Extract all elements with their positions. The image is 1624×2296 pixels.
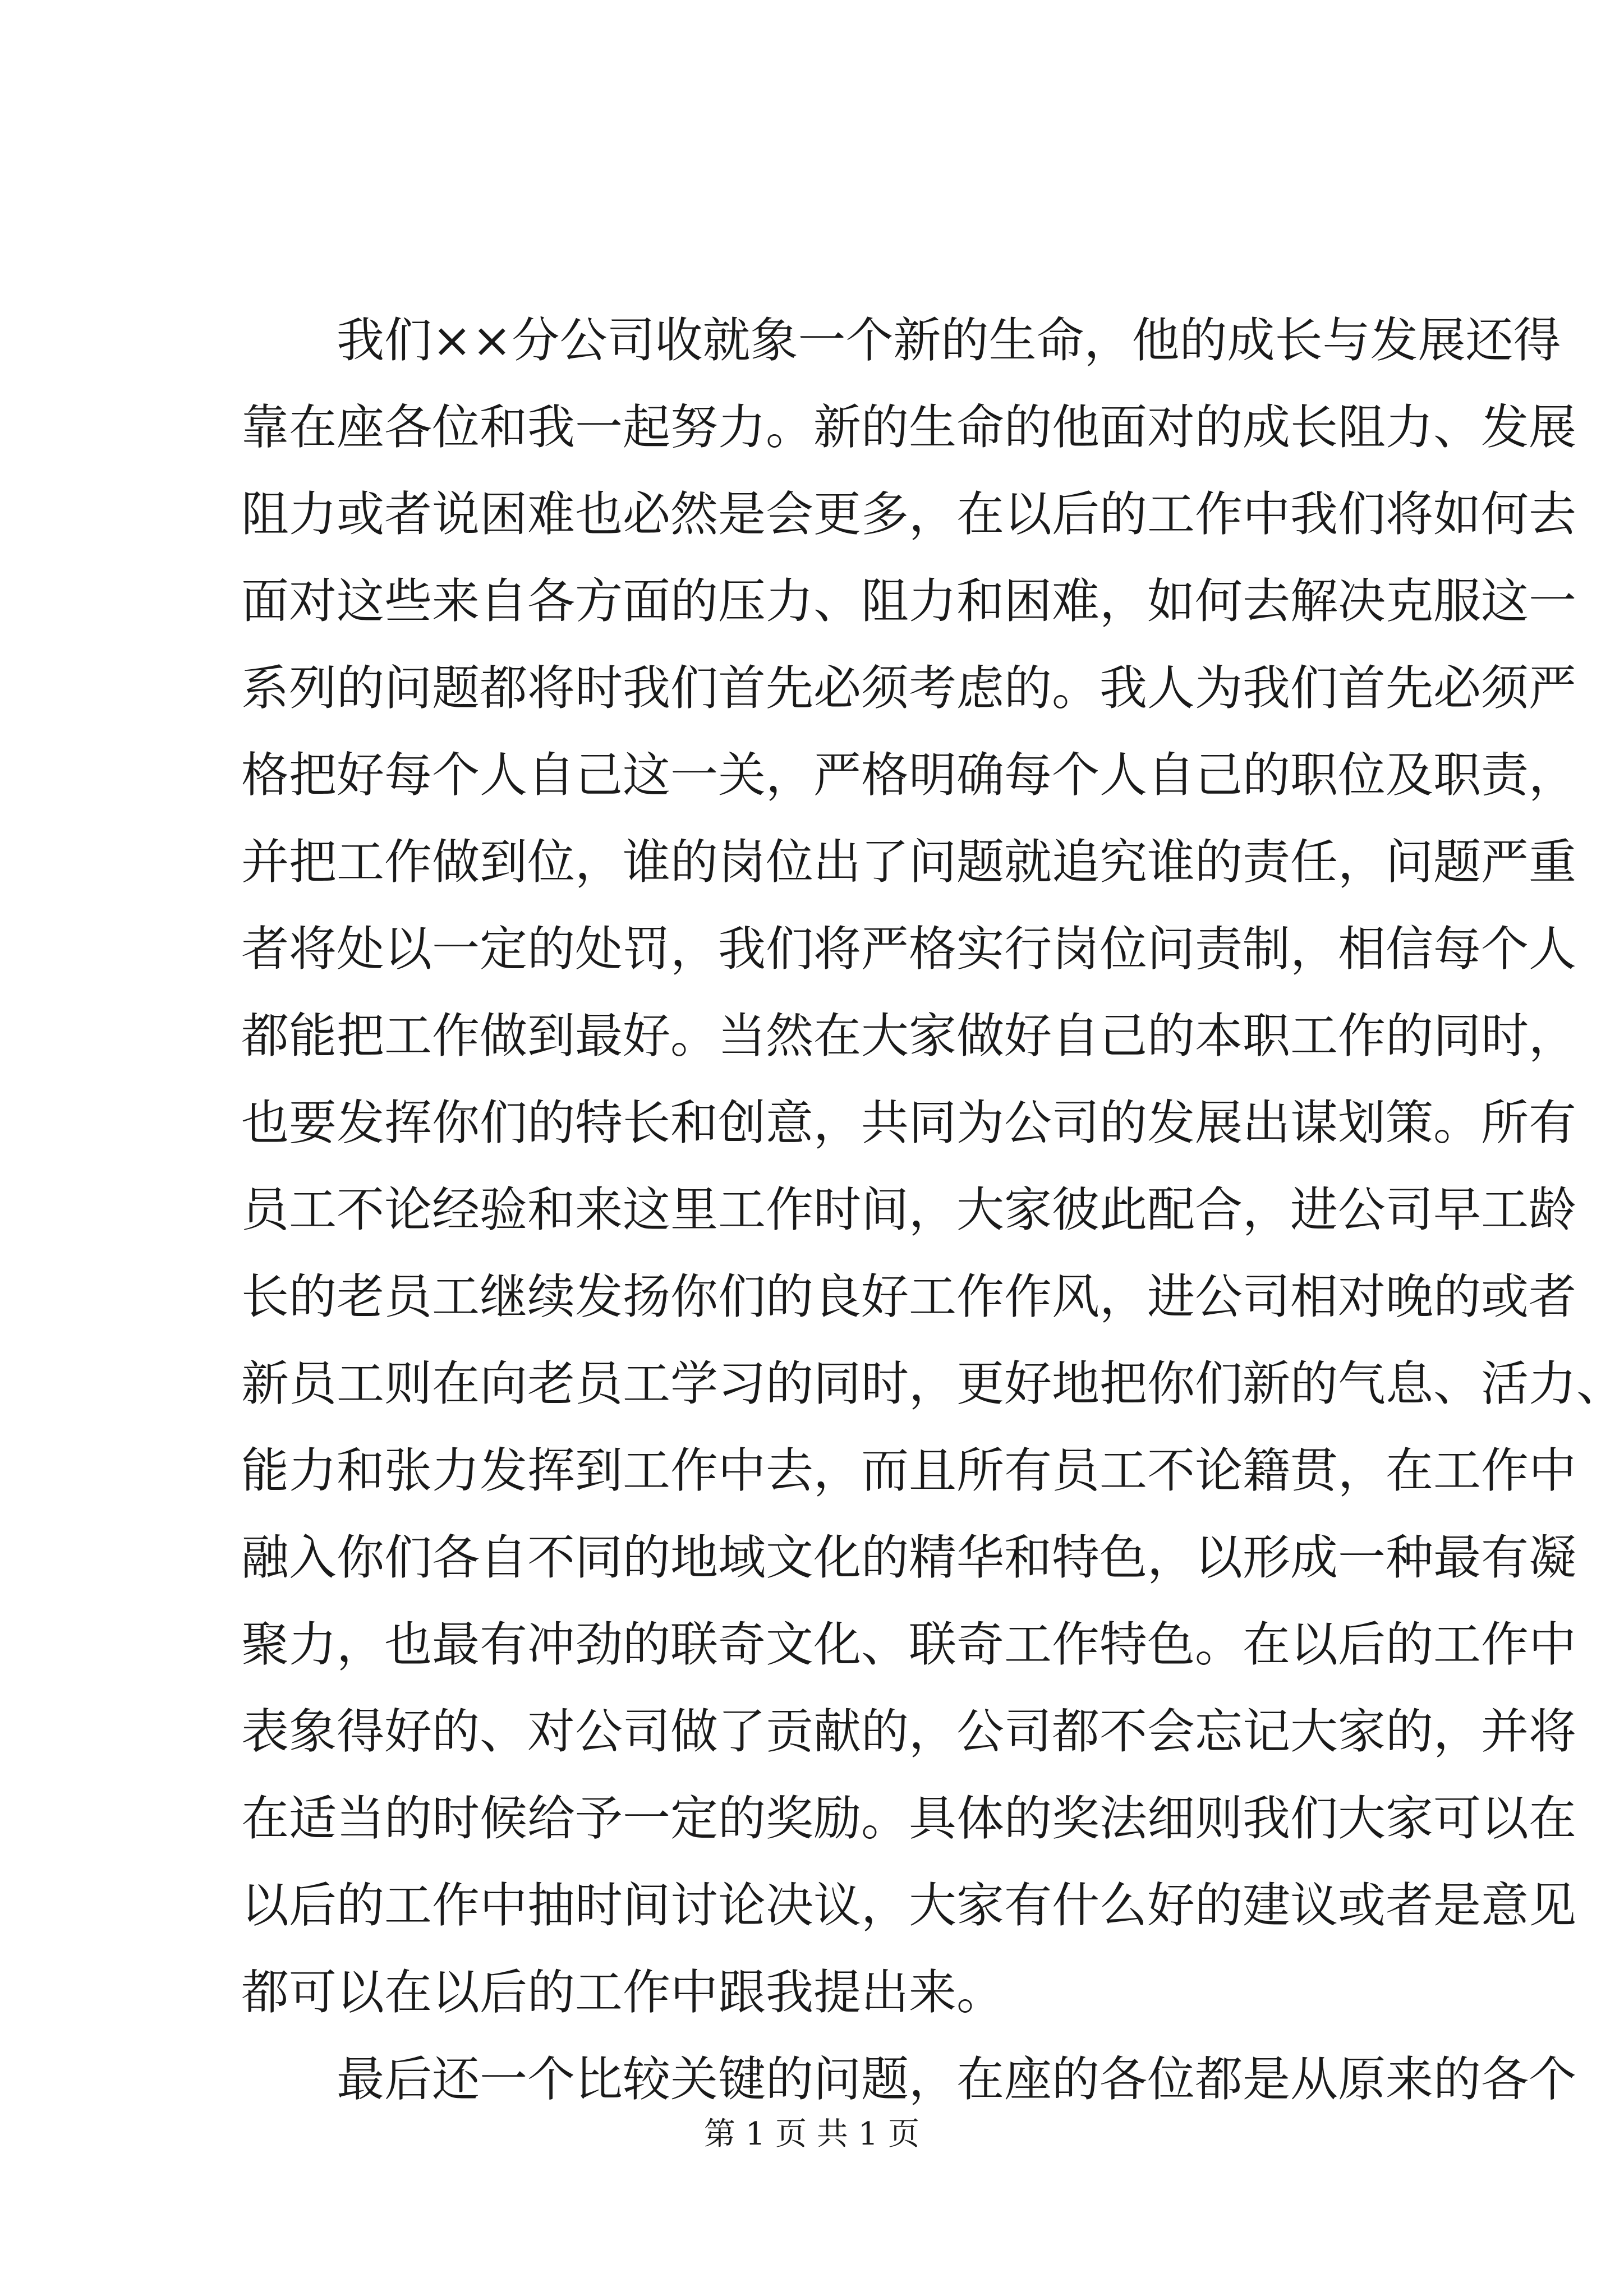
paragraph-line: 员工不论经验和来这里工作时间，大家彼此配合，进公司早工龄 [241, 1182, 1577, 1238]
paragraph-line: 最后还一个比较关键的问题，在座的各位都是从原来的各个 [337, 2052, 1577, 2108]
paragraph-line: 在适当的时候给予一定的奖励。具体的奖法细则我们大家可以在 [241, 1791, 1577, 1847]
paragraph-line: 表象得好的、对公司做了贡献的，公司都不会忘记大家的，并将 [241, 1704, 1577, 1760]
body-text [241, 297, 1624, 2123]
paragraph-line: 我们××分公司收就象一个新的生命，他的成长与发展还得 [337, 313, 1561, 369]
paragraph-line: 格把好每个人自己这一关，严格明确每个人自己的职位及职责， [241, 748, 1577, 803]
paragraph-line: 融入你们各自不同的地域文化的精华和特色，以形成一种最有凝 [241, 1530, 1577, 1586]
paragraph-line: 也要发挥你们的特长和创意，共同为公司的发展出谋划策。所有 [241, 1096, 1577, 1151]
paragraph-line: 都能把工作做到最好。当然在大家做好自己的本职工作的同时， [241, 1009, 1577, 1064]
paragraph-line: 并把工作做到位，谁的岗位出了问题就追究谁的责任，问题严重 [241, 835, 1577, 890]
paragraph-line: 都可以在以后的工作中跟我提出来。 [241, 1965, 1005, 2021]
paragraph-line: 阻力或者说困难也必然是会更多，在以后的工作中我们将如何去 [241, 487, 1577, 542]
paragraph-line: 以后的工作中抽时间讨论决议，大家有什么好的建议或者是意见 [241, 1878, 1577, 1934]
paragraph-line: 能力和张力发挥到工作中去，而且所有员工不论籍贯，在工作中 [241, 1443, 1577, 1499]
paragraph-line: 新员工则在向老员工学习的同时，更好地把你们新的气息、活力、 [241, 1356, 1624, 1412]
paragraph-line: 靠在座各位和我一起努力。新的生命的他面对的成长阻力、发展 [241, 400, 1577, 455]
paragraph-line: 聚力，也最有冲劲的联奇文化、联奇工作特色。在以后的工作中 [241, 1617, 1577, 1673]
page-number-label: 第 1 页 共 1 页 [703, 2116, 920, 2152]
page-footer [0, 2109, 1623, 2154]
paragraph-line: 面对这些来自各方面的压力、阻力和困难，如何去解决克服这一 [241, 574, 1577, 629]
paragraph-line: 系列的问题都将时我们首先必须考虑的。我人为我们首先必须严 [241, 661, 1577, 716]
paragraph-line: 长的老员工继续发扬你们的良好工作作风，进公司相对晚的或者 [241, 1269, 1577, 1325]
paragraph-line: 者将处以一定的处罚，我们将严格实行岗位问责制，相信每个人 [241, 922, 1577, 977]
